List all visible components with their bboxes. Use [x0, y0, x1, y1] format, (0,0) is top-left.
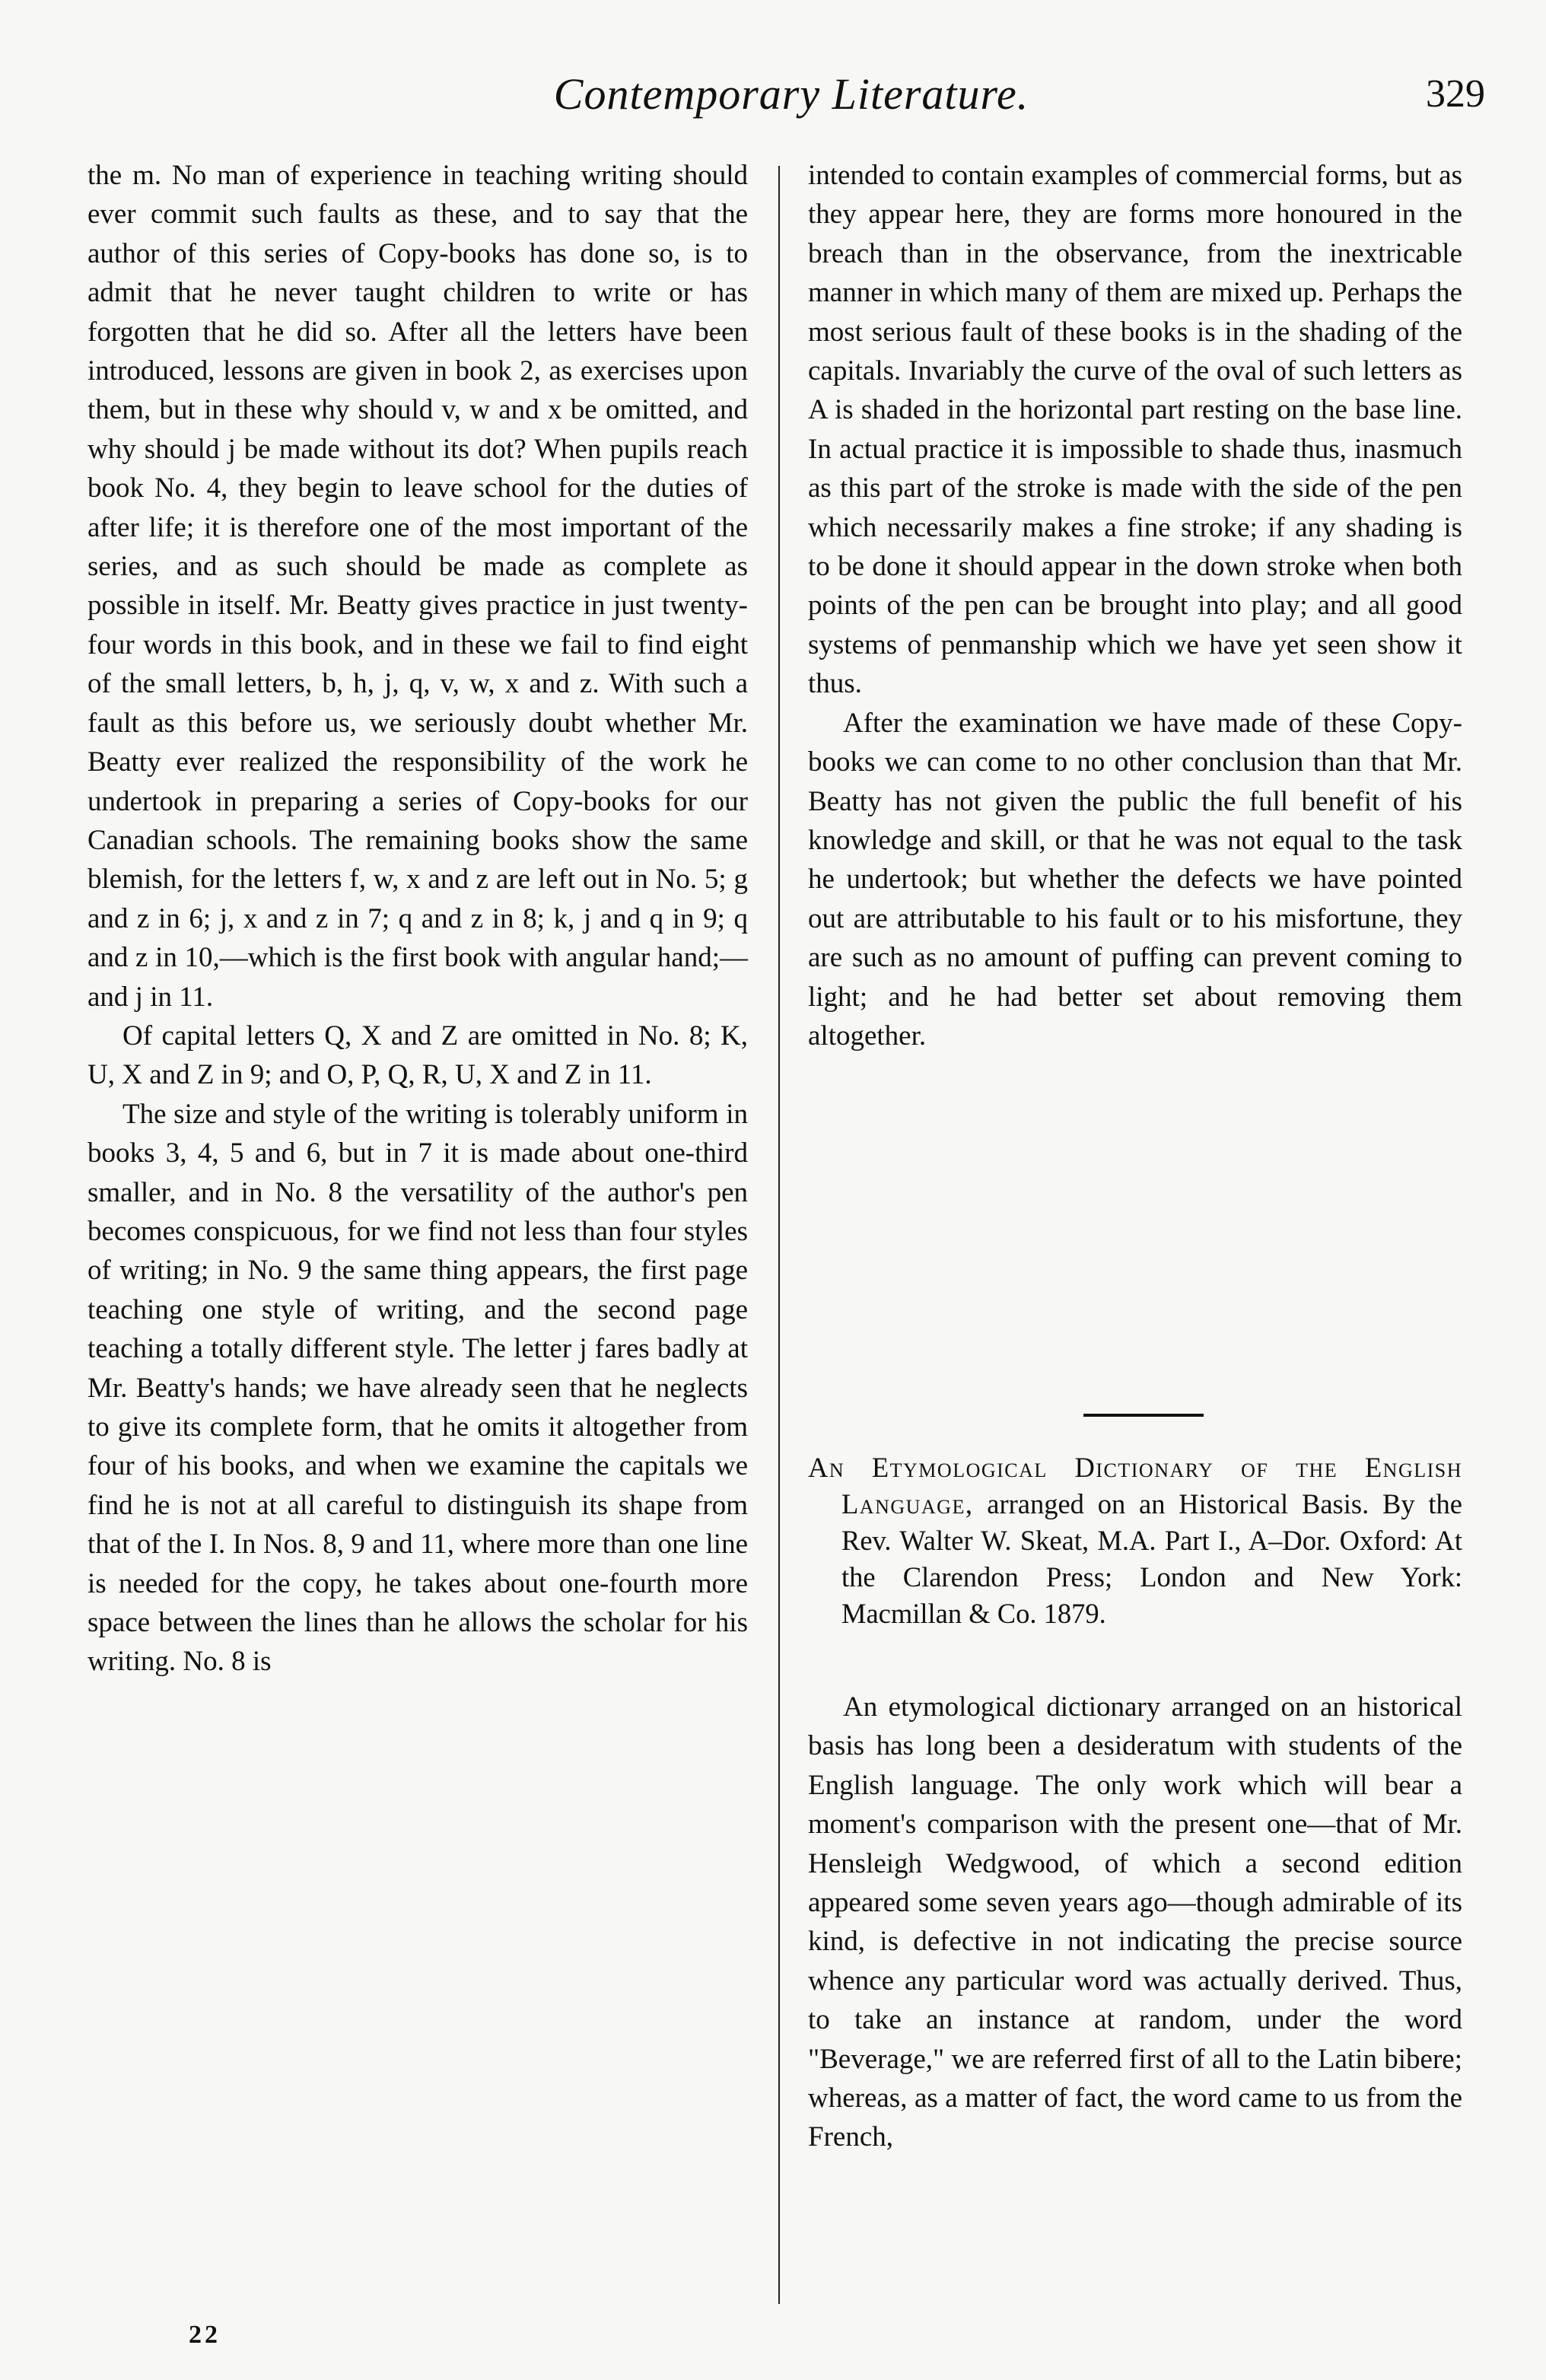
page-number: 329 [1426, 72, 1485, 116]
signature-mark: 22 [189, 2321, 221, 2349]
book-notice-details: arranged on an Historical Basis. By the Rev. Walter W. Skeat, M.A. Part I., A–Dor. Oxford: At the Clarendon Press; London and New York: Macmillan & Co. 1879. [841, 1488, 1462, 1629]
left-paragraph-2: Of capital letters Q, X and Z are omitted in No. 8; K, U, X and Z in 9; and O, P, Q, R, U, X and Z in 11. [87, 1020, 748, 1091]
right-paragraph-2: After the examination we have made of these Copy-books we can come to no other conclusion than that Mr. Beatty has not given the public the full benefit of his knowledge and skill, or that he was not equal to the task he undertook; but whether the defects we have pointed out are attributable to his fault or to his misfortune, they are such as no amount of puffing can prevent coming to light; and he had better set about removing them altogether. [808, 707, 1462, 1052]
review-paragraph-1: An etymological dictionary arranged on an historical basis has long been a desideratum with students of the English language. The only work which will bear a moment's comparison with the present one—that of Mr. Hensleigh Wedgwood, of which a second edition appeared some seven years ago—though admirable of its kind, is defective in not indicating the precise source whence any particular word was actually derived. Thus, to take an instance at random, under the word "Beverage," we are referred first of all to the Latin bibere; whereas, as a matter of fact, the word came to us from the French, [808, 1691, 1462, 2153]
page-header [0, 68, 1546, 145]
left-column [87, 156, 748, 1682]
left-paragraph-1: the m. No man of experience in teaching writing should ever commit such faults as these, and to say that the author of this series of Copy-books has done so, is to admit that he never taught children to write or has forgotten that he did so. After all the letters have been introduced, lessons are given in book 2, as exercises upon them, but in these why should v, w and x be omitted, and why should j be made without its dot? When pupils reach book No. 4, they begin to leave school for the duties of after life; it is therefore one of the most important of the series, and as such should be made as complete as possible in itself. Mr. Beatty gives practice in just twenty-four words in this book, and in these we fail to find eight of the small letters, b, h, j, q, v, w, x and z. With such a fault as this before us, we seriously doubt whether Mr. Beatty ever realized the responsibility of the work he undertook in preparing a series of Copy-books for our Canadian schools. The remaining books show the same blemish, for the letters f, w, x and z are left out in No. 5; g and z in 6; j, x and z in 7; q and z in 8; k, j and q in 9; q and z in 10,—which is the first book with angular hand;—and j in 11. [87, 160, 748, 1013]
book-notice-title: An Etymological Dictionary of the English Language, [808, 1452, 1462, 1519]
section-rule [1083, 1414, 1204, 1417]
running-title: Contemporary Literature. [553, 69, 1029, 119]
right-column [808, 156, 1462, 1055]
review-body [808, 1688, 1462, 2157]
left-paragraph-3: The size and style of the writing is tolerably uniform in books 3, 4, 5 and 6, but in 7 it is made about one-third smaller, and in No. 8 the versatility of the author's pen becomes conspicuous, for we find not less than four styles of writing; in No. 9 the same thing appears, the first page teaching one style of writing, and the second page teaching a totally different style. The letter j fares badly at Mr. Beatty's hands; we have already seen that he neglects to give its complete form, that he omits it altogether from four of his books, and when we examine the capitals we find he is not at all careful to distinguish its shape from that of the I. In Nos. 8, 9 and 11, where more than one line is needed for the copy, he takes about one-fourth more space between the lines than he allows the scholar for his writing. No. 8 is [87, 1098, 748, 1678]
column-divider [778, 166, 780, 2304]
book-notice [808, 1449, 1462, 1632]
right-paragraph-1: intended to contain examples of commercial forms, but as they appear here, they are forms more honoured in the breach than in the observance, from the inextricable manner in which many of them are mixed up. Perhaps the most serious fault of these books is in the shading of the capitals. Invariably the curve of the oval of such letters as A is shaded in the horizontal part resting on the base line. In actual practice it is impossible to shade thus, inasmuch as this part of the stroke is made with the side of the pen which necessarily makes a fine stroke; if any shading is to be done it should appear in the down stroke when both points of the pen can be brought into play; and all good systems of penmanship which we have yet seen show it thus. [808, 160, 1462, 700]
